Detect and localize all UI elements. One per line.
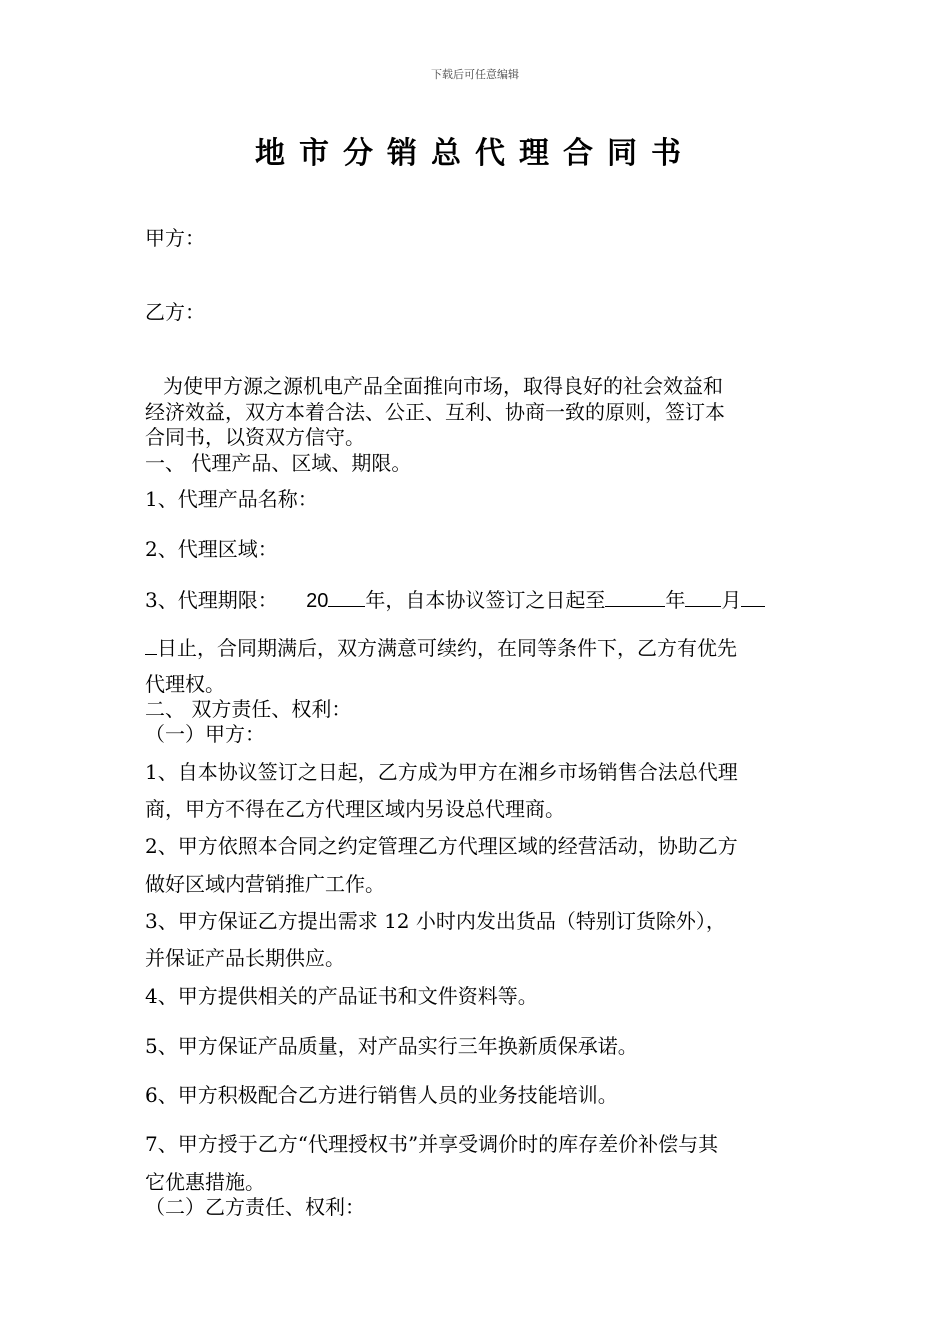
sec2-item2-line1: 2、甲方依照本合同之约定管理乙方代理区域的经营活动，协助乙方 <box>145 834 738 858</box>
term-text-month: 月 <box>721 588 742 612</box>
sec2-item3-line2: 并保证产品长期供应。 <box>145 946 345 970</box>
term-text-year2: 年 <box>665 588 686 612</box>
sec2-item5: 5、甲方保证产品质量，对产品实行三年换新质保承诺。 <box>145 1034 638 1058</box>
intro-line-2: 经济效益，双方本着合法、公正、互利、协商一致的原则，签订本 <box>145 400 725 424</box>
sec2-item3-line1: 3、甲方保证乙方提出需求 12 小时内发出货品（特别订货除外）， <box>145 909 726 933</box>
term-text-year: 年，自本协议签订之日起至 <box>365 588 606 612</box>
header-note: 下载后可任意编辑 <box>431 68 519 81</box>
section2-sub-a: （一）甲方： <box>145 722 265 746</box>
blank-month <box>685 586 721 607</box>
intro-line-3: 合同书，以资双方信守。 <box>145 425 365 449</box>
blank-end-year <box>605 586 665 607</box>
sec2-item7-line1: 7、甲方授于乙方“代理授权书”并享受调价时的库存差价补偿与其 <box>145 1132 719 1156</box>
section2-heading: 二、 双方责任、权利： <box>145 697 352 721</box>
section1-heading: 一、 代理产品、区域、期限。 <box>145 451 412 475</box>
section1-item3-line3: 代理权。 <box>145 672 225 696</box>
blank-day-part1 <box>741 586 765 607</box>
section1-item3-line2 <box>145 634 737 660</box>
party-b-label: 乙方： <box>145 300 205 324</box>
sec2-item7-line2: 它优惠措施。 <box>145 1170 265 1194</box>
sec2-item1-line1: 1、自本协议签订之日起，乙方成为甲方在湘乡市场销售合法总代理 <box>145 760 738 784</box>
blank-day-part2 <box>145 634 157 655</box>
sec2-item2-line2: 做好区域内营销推广工作。 <box>145 872 385 896</box>
term-year-prefix: 20 <box>306 590 329 612</box>
document-title: 地市分销总代理合同书 <box>255 136 695 171</box>
sec2-item1-line2: 商，甲方不得在乙方代理区域内另设总代理商。 <box>145 797 565 821</box>
term-label: 3、代理期限： <box>145 588 278 612</box>
section1-item3-line1 <box>145 586 765 613</box>
party-a-label: 甲方： <box>145 226 205 250</box>
section1-item2: 2、代理区域： <box>145 537 278 561</box>
sec2-item4: 4、甲方提供相关的产品证书和文件资料等。 <box>145 984 538 1008</box>
section2-sub-b: （二）乙方责任、权利： <box>145 1195 365 1219</box>
section1-item1: 1、代理产品名称： <box>145 487 318 511</box>
intro-line-1: 为使甲方源之源机电产品全面推向市场，取得良好的社会效益和 <box>163 374 723 398</box>
blank-year <box>328 586 365 607</box>
term-line2: 日止，合同期满后，双方满意可续约，在同等条件下，乙方有优先 <box>157 636 737 660</box>
sec2-item6: 6、甲方积极配合乙方进行销售人员的业务技能培训。 <box>145 1083 618 1107</box>
